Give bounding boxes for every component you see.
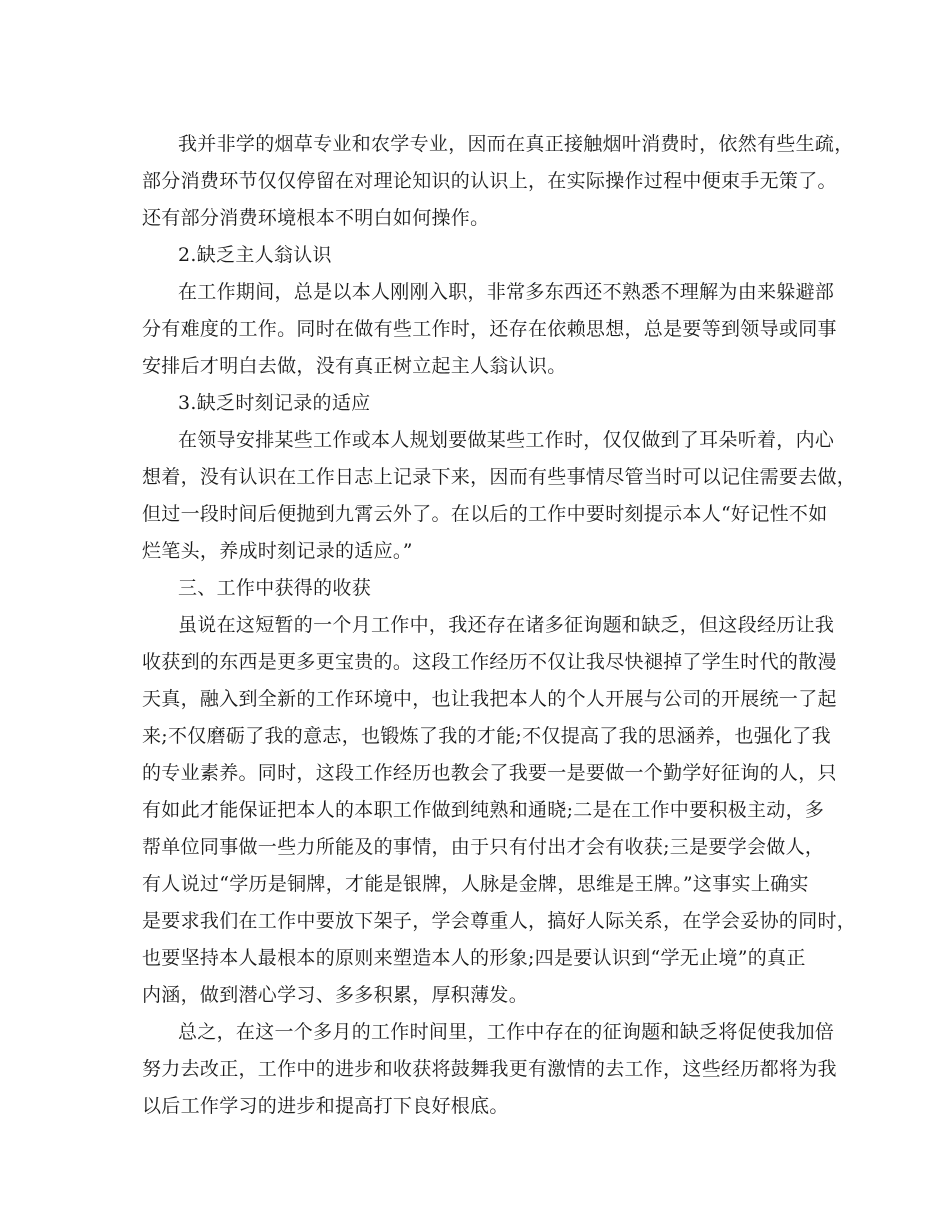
text-line: 还有部分消费环境根本不明白如何操作。 <box>142 207 490 229</box>
text-line: 烂笔头，养成时刻记录的适应。” <box>142 540 413 562</box>
text-line: 内涵，做到潜心学习、多多积累，厚积薄发。 <box>142 984 529 1006</box>
text-line: 有人说过“学历是铜牌，才能是银牌，人脉是金牌，思维是王牌。”这事实上确实 <box>142 873 809 895</box>
text-line: 也要坚持本人最根本的原则来塑造本人的形象;四是要认识到“学无止境”的真正 <box>142 947 806 969</box>
section-heading: 3.缺乏时刻记录的适应 <box>178 392 371 414</box>
text-line: 在工作期间，总是以本人刚刚入职，非常多东西还不熟悉不理解为由来躲避部 <box>178 281 835 303</box>
text-line: 天真，融入到全新的工作环境中，也让我把本人的个人开展与公司的开展统一了起 <box>142 688 837 710</box>
text-line: 分有难度的工作。同时在做有些工作时，还存在依赖思想，总是要等到领导或同事 <box>142 318 837 340</box>
text-line: 帮单位同事做一些力所能及的事情，由于只有付出才会有收获;三是要学会做人， <box>142 836 825 858</box>
text-line: 但过一段时间后便抛到九霄云外了。在以后的工作中要时刻提示本人“好记性不如 <box>142 503 828 525</box>
text-line: 总之，在这一个多月的工作时间里，工作中存在的征询题和缺乏将促使我加倍 <box>178 1021 835 1043</box>
text-line: 部分消费环节仅仅停留在对理论知识的认识上，在实际操作过程中便束手无策了。 <box>142 170 837 192</box>
text-line: 安排后才明白去做，没有真正树立起主人翁认识。 <box>142 355 567 377</box>
text-line: 想着，没有认识在工作日志上记录下来，因而有些事情尽管当时可以记住需要去做， <box>142 466 857 488</box>
text-line: 以后工作学习的进步和提高打下良好根底。 <box>142 1095 509 1117</box>
text-line: 虽说在这短暂的一个月工作中，我还存在诸多征询题和缺乏，但这段经历让我 <box>178 614 835 636</box>
section-heading: 2.缺乏主人翁认识 <box>178 244 332 266</box>
text-line: 在领导安排某些工作或本人规划要做某些工作时，仅仅做到了耳朵听着，内心 <box>178 429 835 451</box>
text-line: 有如此才能保证把本人的本职工作做到纯熟和通晓;二是在工作中要积极主动，多 <box>142 799 825 821</box>
text-line: 我并非学的烟草专业和农学专业，因而在真正接触烟叶消费时，依然有些生疏， <box>178 133 854 155</box>
text-line: 的专业素养。同时，这段工作经历也教会了我要一是要做一个勤学好征询的人，只 <box>142 762 837 784</box>
text-line: 是要求我们在工作中要放下架子，学会尊重人，搞好人际关系，在学会妥协的同时， <box>142 910 857 932</box>
text-line: 来;不仅磨砺了我的意志，也锻炼了我的才能;不仅提高了我的思涵养，也强化了我 <box>142 725 831 747</box>
text-line: 努力去改正，工作中的进步和收获将鼓舞我更有激情的去工作，这些经历都将为我 <box>142 1058 837 1080</box>
text-line: 收获到的东西是更多更宝贵的。这段工作经历不仅让我尽快褪掉了学生时代的散漫 <box>142 651 837 673</box>
section-heading: 三、工作中获得的收获 <box>178 577 372 599</box>
